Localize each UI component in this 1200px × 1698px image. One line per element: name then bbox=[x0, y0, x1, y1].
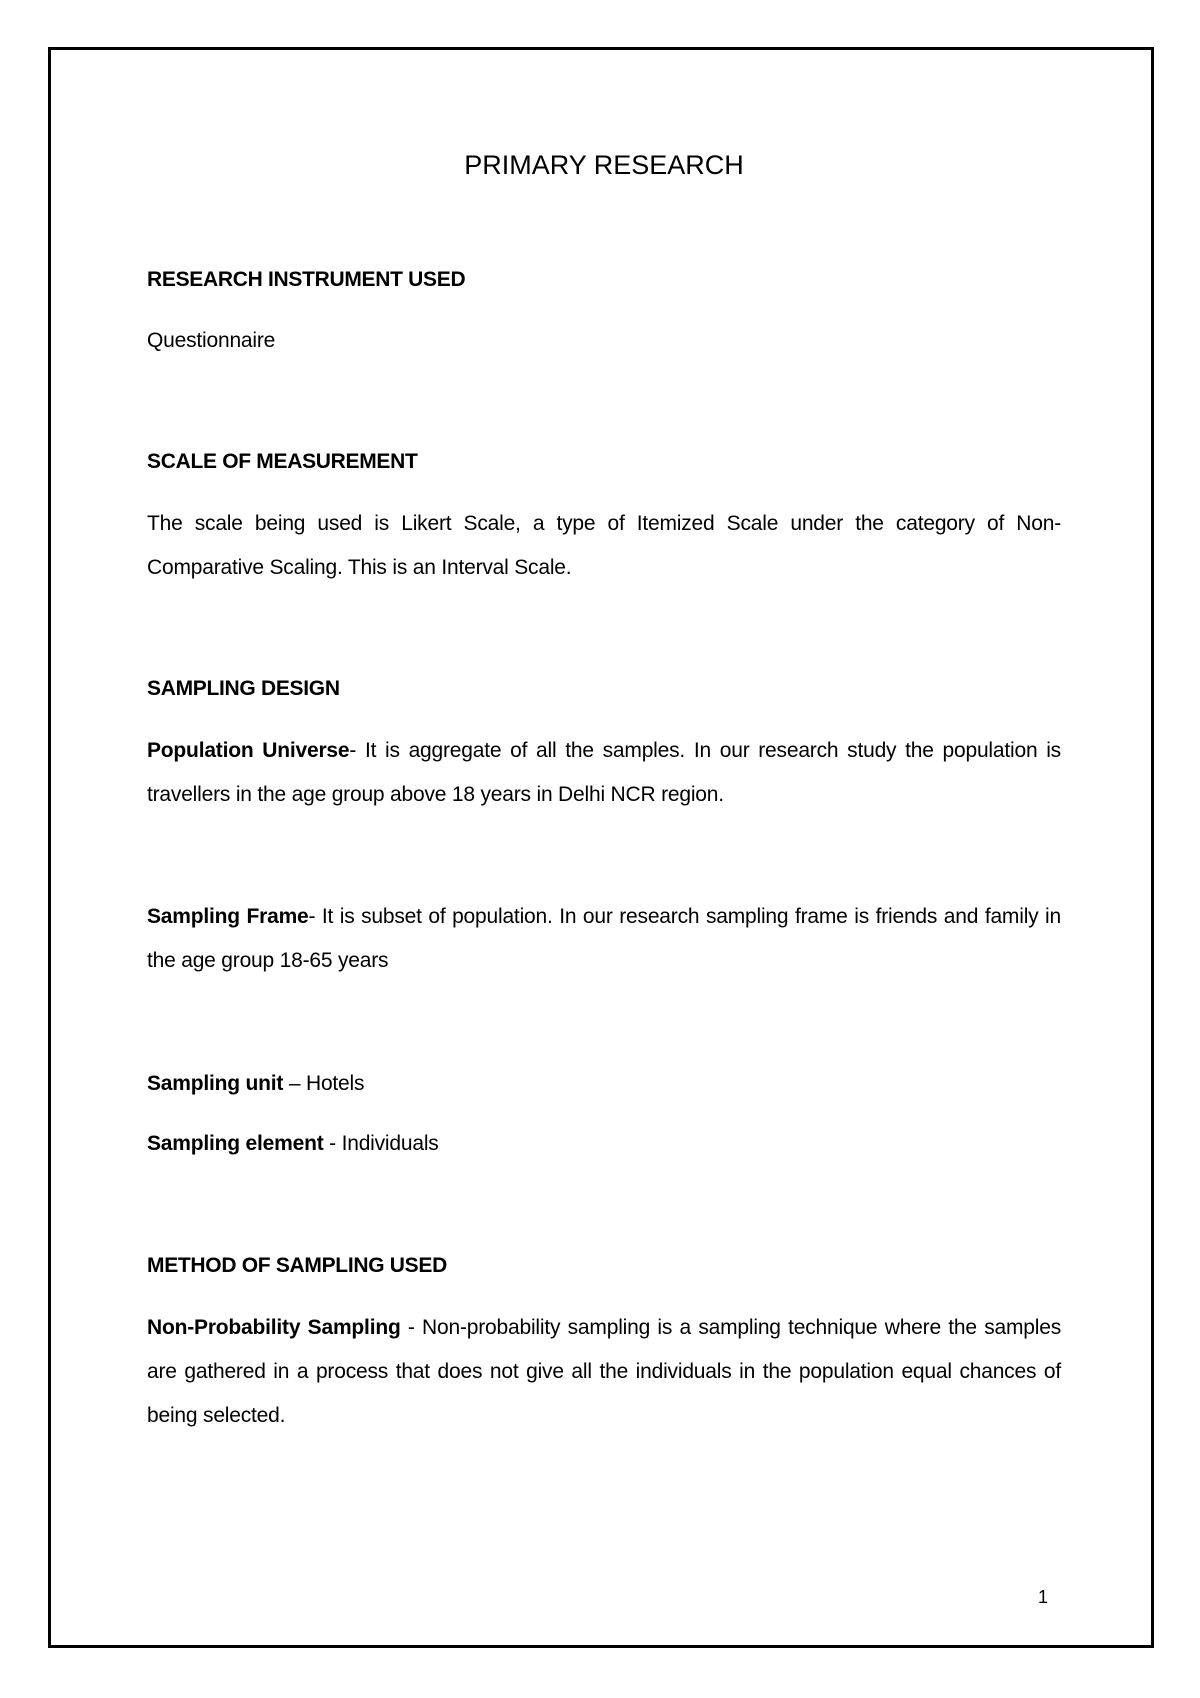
page-number: 1 bbox=[1038, 1587, 1049, 1607]
sampling-frame-label: Sampling Frame bbox=[147, 905, 309, 928]
heading-sampling-design: SAMPLING DESIGN bbox=[147, 677, 340, 700]
heading-scale-of-measurement: SCALE OF MEASUREMENT bbox=[147, 450, 418, 473]
sampling-unit-text: – Hotels bbox=[283, 1072, 365, 1095]
population-universe-label: Population Universe bbox=[147, 739, 350, 762]
population-universe-text: - It is aggregate of all the samples. In our research study the population is travellers in the age group above 18 years in Delhi NCR region. bbox=[147, 739, 1061, 806]
heading-method-of-sampling: METHOD OF SAMPLING USED bbox=[147, 1254, 447, 1277]
non-probability-paragraph bbox=[147, 1306, 1061, 1438]
heading-research-instrument: RESEARCH INSTRUMENT USED bbox=[147, 268, 466, 291]
scale-of-measurement-text: The scale being used is Likert Scale, a type of Itemized Scale under the category of Non-Comparative Scaling. This is an Interval Scale. bbox=[147, 512, 1061, 579]
sampling-frame-paragraph bbox=[147, 895, 1061, 983]
non-probability-text: - Non-probability sampling is a sampling technique where the samples are gathered in a process that does not give all the individuals in the population equal chances of being selected. bbox=[147, 1316, 1061, 1427]
sampling-unit-paragraph bbox=[147, 1062, 1061, 1106]
sampling-frame-text: - It is subset of population. In our research sampling frame is friends and family in the age group 18-65 years bbox=[147, 905, 1061, 972]
non-probability-label: Non-Probability Sampling bbox=[147, 1316, 401, 1339]
population-universe-paragraph bbox=[147, 729, 1061, 817]
sampling-element-paragraph bbox=[147, 1122, 1061, 1166]
sampling-element-label: Sampling element bbox=[147, 1132, 324, 1155]
sampling-element-text: - Individuals bbox=[323, 1132, 439, 1155]
sampling-unit-label: Sampling unit bbox=[147, 1072, 284, 1095]
page-title: PRIMARY RESEARCH bbox=[464, 150, 744, 180]
research-instrument-text: Questionnaire bbox=[147, 329, 276, 352]
